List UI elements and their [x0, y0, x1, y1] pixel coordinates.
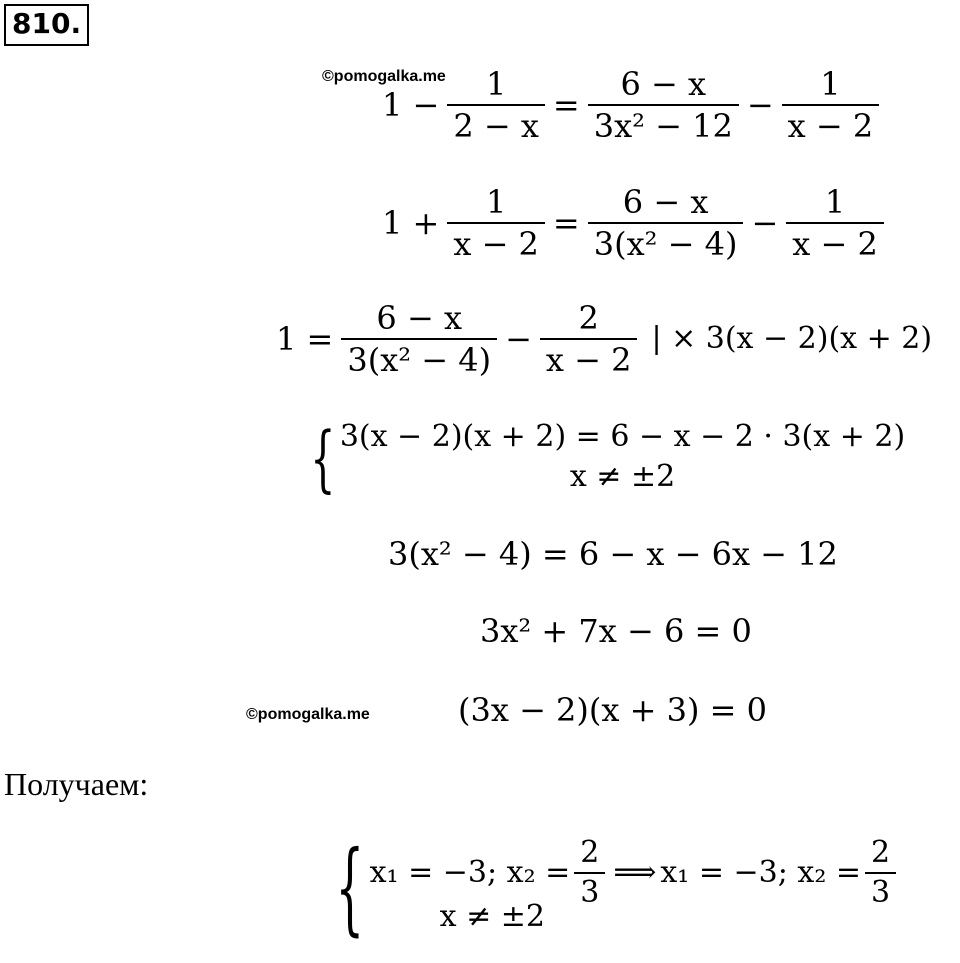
- system-2-f1-numerator: 2: [580, 835, 600, 870]
- eq2-f1-denominator: x − 2: [447, 222, 545, 260]
- eq3-fraction-2: [540, 299, 638, 379]
- system-2-fraction-2: [865, 835, 896, 910]
- eq3-fraction-1: [341, 299, 497, 379]
- eq3-f2-denominator: x − 2: [540, 338, 638, 376]
- implies-arrow-icon: ⟹: [613, 855, 657, 890]
- eq2-f3-denominator: x − 2: [786, 222, 884, 260]
- problem-number: 810.: [4, 4, 89, 46]
- system-1-row-1: 3(x − 2)(x + 2) = 6 − x − 2 · 3(x + 2): [339, 419, 906, 454]
- eq2-minus: −: [751, 204, 779, 242]
- eq6-text: 3x² + 7x − 6 = 0: [480, 612, 752, 650]
- system-1-row-2: x ≠ ±2: [569, 459, 676, 494]
- eq3-minus: −: [505, 320, 532, 358]
- equation-line-2: [378, 183, 888, 263]
- system-2-row-2: [370, 899, 900, 934]
- result-label: Получаем:: [4, 766, 149, 802]
- eq2-fraction-1: [447, 183, 545, 263]
- eq3-f2-numerator: 2: [578, 299, 599, 337]
- watermark-top: ©pomogalka.me: [322, 68, 446, 85]
- eq1-f1-denominator: 2 − x: [447, 104, 545, 142]
- system-1: [300, 416, 906, 500]
- eq1-f2-denominator: 3x² − 12: [588, 104, 739, 142]
- eq3-f1-denominator: 3(x² − 4): [341, 338, 497, 376]
- equation-line-3: [272, 299, 936, 379]
- watermark-bottom: ©pomogalka.me: [246, 706, 370, 723]
- left-brace-icon: {: [310, 416, 336, 500]
- system-1-lines: [339, 419, 906, 494]
- system-2-row1-left: x₁ = −3; x₂ =: [369, 855, 571, 890]
- eq3-multiplier: | × 3(x − 2)(x + 2): [651, 321, 933, 356]
- system-2-f2-numerator: 2: [871, 835, 891, 870]
- eq7-text: (3x − 2)(x + 3) = 0: [458, 691, 767, 729]
- system-2-fraction-1: [574, 835, 605, 910]
- eq1-equals: =: [552, 86, 580, 124]
- eq2-f2-denominator: 3(x² − 4): [588, 222, 744, 260]
- system-2-f1-denominator: 3: [574, 872, 605, 908]
- equation-line-7: [458, 691, 767, 729]
- equation-line-1: [378, 65, 883, 145]
- system-2-f2-denominator: 3: [865, 872, 896, 908]
- system-2-row2-text: x ≠ ±2: [439, 899, 545, 934]
- eq1-f3-numerator: 1: [820, 65, 841, 103]
- system-2-row1-right: x₁ = −3; x₂ =: [660, 855, 862, 890]
- eq2-f1-numerator: 1: [485, 183, 507, 221]
- eq1-fraction-3: [782, 65, 880, 145]
- eq1-f3-denominator: x − 2: [782, 104, 880, 142]
- eq3-f1-numerator: 6 − x: [376, 299, 462, 337]
- eq1-fraction-2: [588, 65, 739, 145]
- eq2-fraction-3: [786, 183, 884, 263]
- eq2-fraction-2: [588, 183, 744, 263]
- equation-line-5: [388, 535, 838, 573]
- eq2-lhs: 1 +: [382, 204, 440, 242]
- system-2-lines: [369, 835, 900, 938]
- system-2-row-1: [369, 835, 900, 910]
- eq1-f2-numerator: 6 − x: [620, 65, 707, 103]
- eq1-minus: −: [746, 86, 774, 124]
- eq5-text: 3(x² − 4) = 6 − x − 6x − 12: [388, 535, 838, 573]
- eq2-f3-numerator: 1: [824, 183, 846, 221]
- eq1-lhs: 1 −: [382, 86, 440, 124]
- eq3-lhs: 1 =: [276, 320, 334, 358]
- eq2-f2-numerator: 6 − x: [622, 183, 709, 221]
- equation-line-6: [480, 612, 752, 650]
- system-2: [318, 829, 900, 946]
- eq2-equals: =: [552, 204, 580, 242]
- left-brace-icon: {: [335, 829, 365, 946]
- eq1-f1-numerator: 1: [485, 65, 507, 103]
- eq1-fraction-1: [447, 65, 545, 145]
